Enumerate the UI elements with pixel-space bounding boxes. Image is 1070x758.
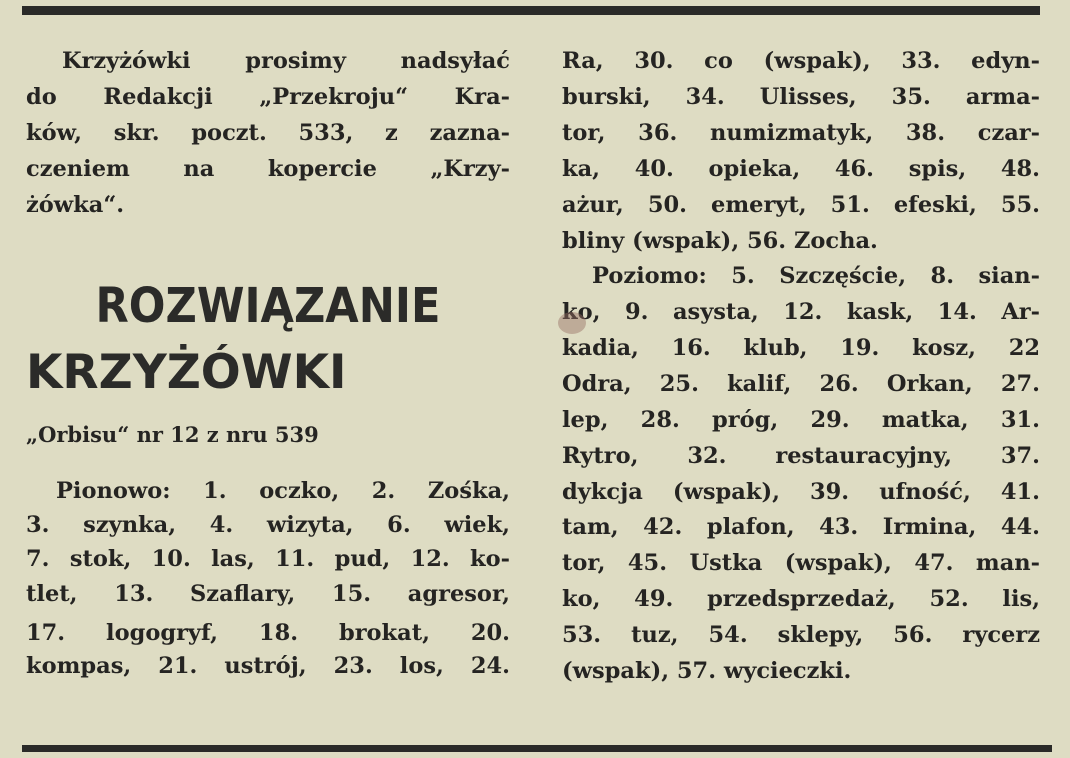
pionowo-line-1: Pionowo: 1. oczko, 2. Zośka,	[56, 478, 510, 504]
right-line-18: (wspak), 57. wycieczki.	[562, 658, 852, 684]
right-line-13: dykcja (wspak), 39. ufność, 41.	[562, 479, 1040, 505]
pionowo-line-5: 17. logogryf, 18. brokat, 20.	[26, 620, 510, 646]
right-line-3: tor, 36. numizmatyk, 38. czar-	[562, 120, 1040, 146]
right-line-14: tam, 42. plafon, 43. Irmina, 44.	[562, 514, 1040, 540]
intro-line-4: czeniem na kopercie „Krzy-	[26, 156, 510, 182]
right-line-15: tor, 45. Ustka (wspak), 47. man-	[562, 550, 1040, 576]
right-line-8: ko, 9. asysta, 12. kask, 14. Ar-	[562, 299, 1040, 325]
intro-line-3: ków, skr. poczt. 533, z zazna-	[26, 120, 510, 146]
right-line-9: kadia, 16. klub, 19. kosz, 22	[562, 335, 1040, 361]
ink-stain	[558, 312, 586, 334]
heading-rozwiazanie: ROZWIĄZANIE	[95, 278, 441, 334]
pionowo-line-3: 7. stok, 10. las, 11. pud, 12. ko-	[26, 546, 510, 572]
right-line-11: lep, 28. próg, 29. matka, 31.	[562, 407, 1040, 433]
intro-line-5: żówka“.	[26, 192, 125, 218]
right-line-12: Rytro, 32. restauracyjny, 37.	[562, 443, 1040, 469]
right-line-16: ko, 49. przedsprzedaż, 52. lis,	[562, 586, 1040, 612]
right-line-17: 53. tuz, 54. sklepy, 56. rycerz	[562, 622, 1040, 648]
right-line-2: burski, 34. Ulisses, 35. arma-	[562, 84, 1040, 110]
pionowo-line-4: tlet, 13. Szaflary, 15. agresor,	[26, 581, 510, 607]
intro-line-1: Krzyżówki prosimy nadsyłać	[62, 48, 510, 74]
pionowo-line-2: 3. szynka, 4. wizyta, 6. wiek,	[26, 512, 510, 538]
heading-krzyzowki: KRZYŻÓWKI	[26, 345, 347, 400]
bottom-rule	[22, 745, 1052, 752]
right-line-5: ażur, 50. emeryt, 51. efeski, 55.	[562, 192, 1040, 218]
top-rule	[22, 6, 1040, 15]
subtitle: „Orbisu“ nr 12 z nru 539	[26, 422, 319, 447]
right-line-6: bliny (wspak), 56. Zocha.	[562, 228, 878, 254]
intro-line-2: do Redakcji „Przekroju“ Kra-	[26, 84, 510, 110]
right-line-10: Odra, 25. kalif, 26. Orkan, 27.	[562, 371, 1040, 397]
right-line-1: Ra, 30. co (wspak), 33. edyn-	[562, 48, 1040, 74]
right-line-4: ka, 40. opieka, 46. spis, 48.	[562, 156, 1040, 182]
pionowo-line-6: kompas, 21. ustrój, 23. los, 24.	[26, 653, 510, 679]
right-line-7: Poziomo: 5. Szczęście, 8. sian-	[592, 263, 1040, 289]
